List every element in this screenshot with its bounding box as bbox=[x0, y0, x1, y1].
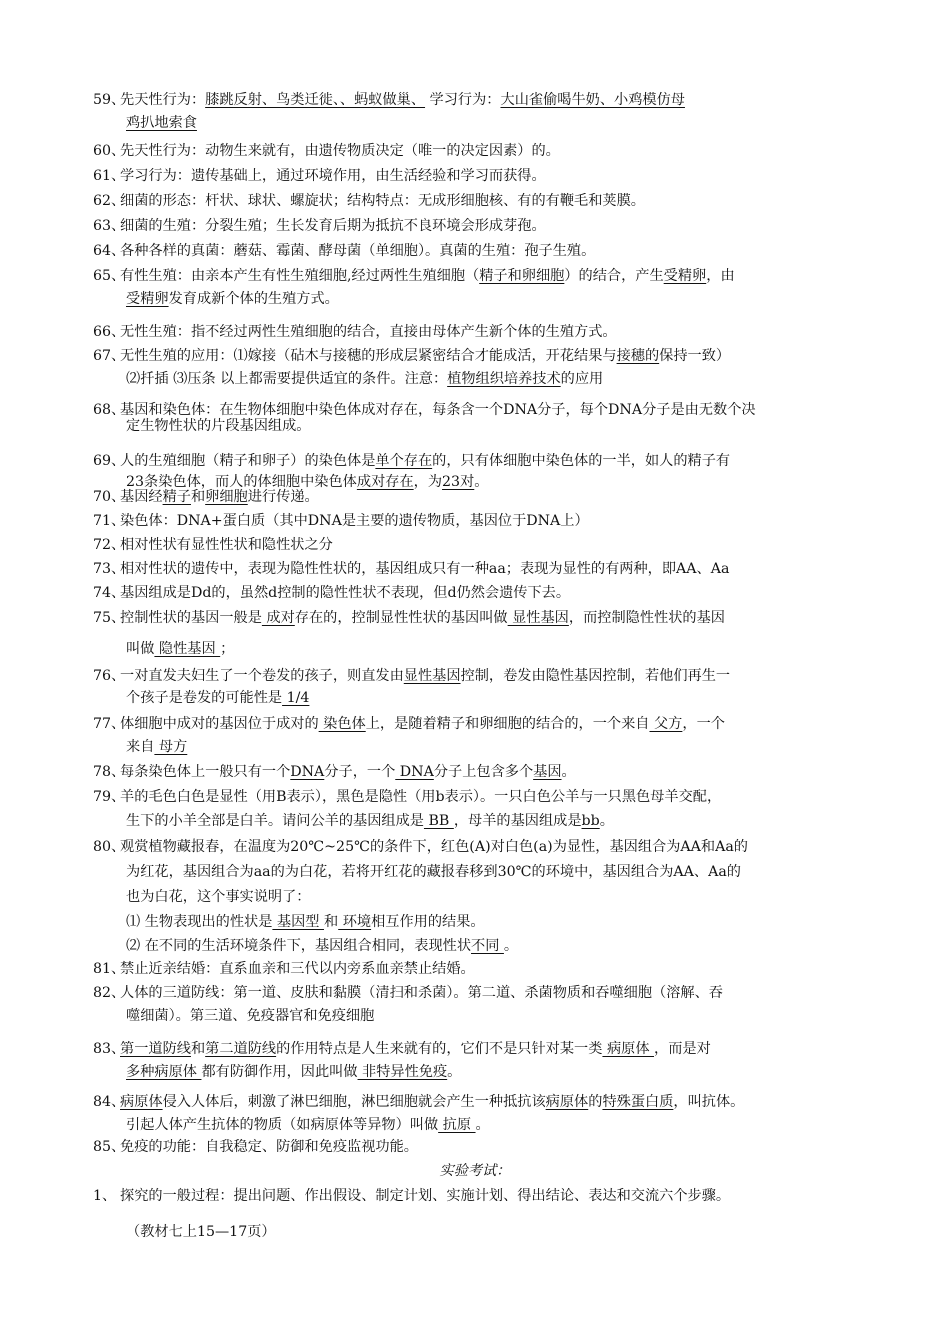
text-run: 学习行为：遗传基础上，通过环境作用，由生活经验和学习而获得。 bbox=[120, 168, 546, 184]
fill-in-answer: 特殊蛋白质 bbox=[602, 1094, 674, 1110]
item-line bbox=[126, 111, 197, 135]
text-run: ，母羊的基因组成是 bbox=[453, 813, 582, 829]
section-title: 实验考试： bbox=[439, 1163, 511, 1179]
text-run: 探究的一般过程：提出问题、作出假设、制定计划、实施计划、得出结论、表达和交流六个步骤。 bbox=[120, 1188, 731, 1204]
text-run: 上，是随着精子和卵细胞的结合的，一个来自 bbox=[365, 716, 650, 732]
fill-in-answer: 非特异性免疫 bbox=[357, 1064, 448, 1080]
item-number: 84、 bbox=[93, 1094, 126, 1110]
text-run: 存在的，控制显性性状的基因叫做 bbox=[294, 610, 508, 626]
fill-in-answer: 多种病原体 bbox=[126, 1064, 202, 1080]
fill-in-answer: 抗原 bbox=[438, 1117, 476, 1133]
item-line bbox=[120, 88, 685, 112]
item-number: 66、 bbox=[93, 324, 126, 340]
item-number: 76、 bbox=[93, 668, 126, 684]
text-run: （教材七上15—17页） bbox=[126, 1224, 276, 1240]
item-line bbox=[120, 139, 560, 163]
fill-in-answer: DNA bbox=[395, 764, 434, 780]
item-number: 78、 bbox=[93, 764, 126, 780]
item-line bbox=[120, 581, 570, 605]
text-run: 的，只有体细胞中染色体的一半，如人的精子有 bbox=[432, 453, 731, 469]
item-line bbox=[120, 712, 725, 736]
fill-in-answer: DNA bbox=[290, 764, 325, 780]
text-run: 基因和染色体：在生物体细胞中染色体成对存在，每条含一个DNA分子，每个DNA分子是由无数个决 bbox=[120, 402, 756, 418]
text-run: 个孩子是卷发的可能性是 bbox=[126, 690, 283, 706]
text-run: ； bbox=[220, 641, 235, 657]
text-run: ，而是对 bbox=[654, 1041, 711, 1057]
fill-in-answer: 接穗的 bbox=[616, 348, 660, 364]
text-run: 的 bbox=[588, 1094, 603, 1110]
text-run: ）的结合，产生 bbox=[564, 268, 664, 284]
item-line bbox=[120, 264, 735, 288]
text-run: 。 bbox=[599, 813, 614, 829]
text-run: 控制，卷发由隐性基因控制，若他们再生一 bbox=[460, 668, 731, 684]
fill-in-answer: 植物组织培养技术 bbox=[447, 371, 561, 387]
item-line bbox=[126, 885, 310, 909]
text-run: 人体的三道防线：第一道、皮肤和黏膜（清扫和杀菌）。第二道、杀菌物质和吞噬细胞（溶解、吞 bbox=[120, 985, 723, 1001]
fill-in-answer: 显性基因 bbox=[507, 610, 569, 626]
fill-in-answer: 母方 bbox=[154, 739, 188, 755]
text-run: 也为白花，这个事实说明了： bbox=[126, 889, 311, 905]
item-line bbox=[120, 485, 319, 509]
item-number: 64、 bbox=[93, 243, 126, 259]
text-run: 相互作用的结果。 bbox=[371, 914, 485, 930]
item-line bbox=[126, 367, 603, 391]
fill-in-answer: 23对 bbox=[442, 474, 475, 490]
item-line bbox=[120, 835, 748, 859]
item-number: 77、 bbox=[93, 716, 126, 732]
item-number: 83、 bbox=[93, 1041, 126, 1057]
item-number: 59、 bbox=[93, 92, 126, 108]
text-run: 体细胞中成对的基因位于成对的 bbox=[120, 716, 319, 732]
item-number: 60、 bbox=[93, 143, 126, 159]
fill-in-answer: 受精卵 bbox=[663, 268, 707, 284]
text-run: 控制性状的基因一般是 bbox=[120, 610, 262, 626]
item-line bbox=[126, 414, 310, 438]
item-line bbox=[120, 1037, 711, 1061]
fill-in-answer: 第二道防线 bbox=[205, 1041, 277, 1057]
fill-in-answer: 精子 bbox=[162, 489, 191, 505]
item-line bbox=[126, 1220, 276, 1244]
item-line bbox=[120, 320, 617, 344]
item-line bbox=[120, 533, 333, 557]
item-number: 71、 bbox=[93, 513, 126, 529]
fill-in-answer: 单个存在 bbox=[375, 453, 433, 469]
item-line bbox=[120, 606, 725, 630]
fill-in-answer: 成对存在 bbox=[356, 474, 414, 490]
fill-in-answer: bb bbox=[581, 813, 600, 829]
item-number: 79、 bbox=[93, 789, 126, 805]
item-number: 67、 bbox=[93, 348, 126, 364]
text-run: 发育成新个体的生殖方式。 bbox=[168, 291, 339, 307]
item-line bbox=[120, 1135, 418, 1159]
item-line bbox=[120, 981, 723, 1005]
item-line bbox=[120, 164, 546, 188]
text-run: 进行传递。 bbox=[247, 489, 319, 505]
text-run: 和 bbox=[190, 489, 206, 505]
item-line bbox=[120, 957, 475, 981]
item-line bbox=[126, 1060, 461, 1084]
item-number: 61、 bbox=[93, 168, 126, 184]
text-run: 分子，一个 bbox=[324, 764, 396, 780]
text-run: ⑴ 生物表现出的性状是 bbox=[126, 914, 273, 930]
fill-in-answer: 精子和卵细胞 bbox=[479, 268, 565, 284]
fill-in-answer: 受精卵 bbox=[126, 291, 169, 307]
text-run: 定生物性状的片段基因组成。 bbox=[126, 418, 311, 434]
text-run: ，叫抗体。 bbox=[673, 1094, 745, 1110]
item-line bbox=[120, 760, 576, 784]
item-line bbox=[120, 664, 730, 688]
item-line bbox=[120, 1184, 730, 1208]
text-run: 基因组成是Dd的，虽然d控制的隐性性状不表现，但d仍然会遗传下去。 bbox=[120, 585, 571, 601]
fill-in-answer: BB bbox=[423, 813, 454, 829]
text-run: 先天性行为：动物生来就有，由遗传物质决定（唯一的决定因素）的。 bbox=[120, 143, 560, 159]
text-run: 为红花，基因组合为aa的为白花，若将开红花的藏报春移到30℃的环境中，基因组合为AA、Aa的 bbox=[126, 864, 741, 880]
text-run: 各种各样的真菌：蘑菇、霉菌、酵母菌（单细胞）。真菌的生殖：孢子生殖。 bbox=[120, 243, 596, 259]
fill-in-answer: 环境 bbox=[338, 914, 372, 930]
text-run: 一对直发夫妇生了一个卷发的孩子，则直发由 bbox=[120, 668, 404, 684]
text-run: 无性生殖：指不经过两性生殖细胞的结合，直接由母体产生新个体的生殖方式。 bbox=[120, 324, 617, 340]
item-line bbox=[120, 189, 645, 213]
text-run: 。 bbox=[475, 1117, 490, 1133]
text-run: 细菌的形态：杆状、球状、螺旋状；结构特点：无成形细胞核、有的有鞭毛和荚膜。 bbox=[120, 193, 645, 209]
text-run: 学习行为： bbox=[425, 92, 501, 108]
item-number: 81、 bbox=[93, 961, 126, 977]
item-number: 63、 bbox=[93, 218, 126, 234]
text-run: 来自 bbox=[126, 739, 155, 755]
item-line bbox=[126, 637, 234, 661]
text-run: ⑵ 在不同的生活环境条件下，基因组合相同，表现性状 bbox=[126, 938, 472, 954]
item-line bbox=[120, 1090, 744, 1114]
text-run: 观赏植物藏报春，在温度为20℃~25℃的条件下，红色(A)对白色(a)为显性，基因组合为AA和Aa的 bbox=[120, 839, 748, 855]
item-line bbox=[126, 1113, 490, 1137]
fill-in-answer: 不同 bbox=[471, 938, 504, 954]
item-line bbox=[120, 785, 721, 809]
text-run: 。 bbox=[561, 764, 576, 780]
item-number: 74、 bbox=[93, 585, 126, 601]
text-run: 生下的小羊全部是白羊。请问公羊的基因组成是 bbox=[126, 813, 424, 829]
fill-in-answer: 病原体 bbox=[120, 1094, 163, 1110]
text-run: 无性生殖的应用：⑴嫁接（砧木与接穗的形成层紧密结合才能成活，开花结果与 bbox=[120, 348, 617, 364]
text-run: 每条染色体上一般只有一个 bbox=[120, 764, 291, 780]
item-line bbox=[120, 239, 595, 263]
item-number: 85、 bbox=[93, 1139, 126, 1155]
text-run: 叫做 bbox=[126, 641, 155, 657]
item-line bbox=[126, 809, 614, 833]
text-run: 基因经 bbox=[120, 489, 163, 505]
item-number: 80、 bbox=[93, 839, 126, 855]
text-run: 先天性行为： bbox=[120, 92, 206, 108]
fill-in-answer: 父方 bbox=[649, 716, 683, 732]
item-line bbox=[120, 214, 546, 238]
item-line bbox=[126, 686, 309, 710]
text-run: 。 bbox=[447, 1064, 462, 1080]
text-run: 禁止近亲结婚：直系血亲和三代以内旁系血亲禁止结婚。 bbox=[120, 961, 475, 977]
text-run: 。 bbox=[474, 474, 489, 490]
fill-in-answer: 隐性基因 bbox=[154, 641, 221, 657]
text-run: 都有防御作用，因此叫做 bbox=[201, 1064, 358, 1080]
fill-in-answer: 病原体 bbox=[602, 1041, 655, 1057]
text-run: 免疫的功能：自我稳定、防御和免疫监视功能。 bbox=[120, 1139, 418, 1155]
item-number: 1、 bbox=[93, 1188, 117, 1204]
fill-in-answer: 膝跳反射、鸟类迁徙、、蚂蚁做巢、 bbox=[205, 92, 426, 108]
item-number: 62、 bbox=[93, 193, 126, 209]
item-number: 70、 bbox=[93, 489, 126, 505]
item-line bbox=[126, 910, 485, 934]
text-run: 有性生殖：由亲本产生有性生殖细胞,经过两性生殖细胞（ bbox=[120, 268, 480, 284]
item-number: 69、 bbox=[93, 453, 126, 469]
text-run: ⑵扦插 ⑶压条 以上都需要提供适宜的条件。注意： bbox=[126, 371, 448, 387]
fill-in-answer: 大山雀偷喝牛奶、小鸡模仿母 bbox=[500, 92, 685, 108]
text-run: 噬细菌）。第三道、免疫器官和免疫细胞 bbox=[126, 1008, 375, 1024]
text-run: 相对性状有显性性状和隐性状之分 bbox=[120, 537, 333, 553]
item-line bbox=[120, 557, 729, 581]
text-run: 相对性状的遗传中，表现为隐性性状的，基因组成只有一种aa；表现为显性的有两种，即AA、Aa bbox=[120, 561, 730, 577]
text-run: 。 bbox=[503, 938, 519, 954]
text-run: 细菌的生殖：分裂生殖；生长发育后期为抵抗不良环境会形成芽孢。 bbox=[120, 218, 546, 234]
fill-in-answer: 病原体 bbox=[545, 1094, 589, 1110]
text-run: ，由 bbox=[706, 268, 735, 284]
fill-in-answer: 卵细胞 bbox=[205, 489, 248, 505]
item-number: 75、 bbox=[93, 610, 126, 626]
text-run: 引起人体产生抗体的物质（如病原体等异物）叫做 bbox=[126, 1117, 439, 1133]
item-number: 73、 bbox=[93, 561, 126, 577]
fill-in-answer: 基因型 bbox=[272, 914, 324, 930]
item-line bbox=[120, 344, 730, 368]
item-number: 65、 bbox=[93, 268, 126, 284]
fill-in-answer: 显性基因 bbox=[403, 668, 461, 684]
text-run: 侵入人体后，刺激了淋巴细胞，淋巴细胞就会产生一种抵抗该 bbox=[162, 1094, 546, 1110]
text-run: 保持一致） bbox=[659, 348, 731, 364]
item-line bbox=[120, 509, 589, 533]
text-run: 分子上包含多个 bbox=[433, 764, 534, 780]
text-run: ，为 bbox=[413, 474, 443, 490]
item-number: 72、 bbox=[93, 537, 126, 553]
item-line bbox=[126, 735, 187, 759]
item-line bbox=[126, 287, 339, 311]
fill-in-answer: 1/4 bbox=[282, 690, 310, 706]
text-run: 的作用特点是人生来就有的，它们不是只针对某一类 bbox=[276, 1041, 603, 1057]
fill-in-answer: 第一道防线 bbox=[120, 1041, 191, 1057]
item-number: 82、 bbox=[93, 985, 126, 1001]
text-run: 和 bbox=[323, 914, 339, 930]
item-line bbox=[126, 934, 518, 958]
text-run: ，一个 bbox=[682, 716, 725, 732]
text-run: 染色体：DNA+蛋白质（其中DNA是主要的遗传物质，基因位于DNA上） bbox=[120, 513, 589, 529]
text-run: 人的生殖细胞（精子和卵子）的染色体是 bbox=[120, 453, 376, 469]
text-run: 羊的毛色白色是显性（用B表示），黑色是隐性（用b表示）。一只白色公羊与一只黑色母羊交配， bbox=[120, 789, 722, 805]
fill-in-answer: 染色体 bbox=[318, 716, 366, 732]
text-run: ，而控制隐性性状的基因 bbox=[568, 610, 725, 626]
fill-in-answer: 成对 bbox=[261, 610, 295, 626]
text-run: 和 bbox=[190, 1041, 206, 1057]
fill-in-answer: 基因 bbox=[533, 764, 562, 780]
text-run: 23条染色体，而人的体细胞中染色体 bbox=[126, 474, 357, 490]
item-line bbox=[126, 860, 741, 884]
text-run: 的应用 bbox=[560, 371, 604, 387]
item-number: 68、 bbox=[93, 402, 126, 418]
fill-in-answer: 鸡扒地索食 bbox=[126, 115, 197, 131]
item-line bbox=[126, 1004, 374, 1028]
